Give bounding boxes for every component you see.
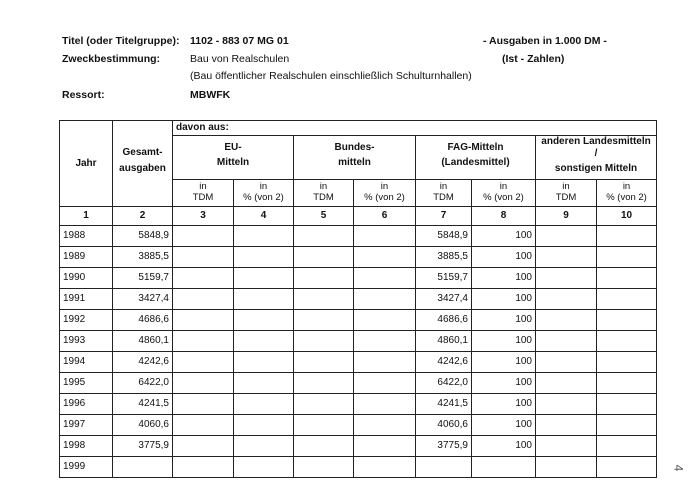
header-gesamt-line1: Gesamt- bbox=[122, 146, 163, 158]
header-andere-line1: anderen Landesmitteln / bbox=[541, 136, 651, 159]
colnum: 10 bbox=[597, 207, 657, 226]
table-row bbox=[60, 226, 657, 247]
andere-pct-cell bbox=[597, 289, 657, 310]
header-gesamt bbox=[113, 121, 173, 207]
fag-tdm-cell: 4241,5 bbox=[416, 394, 472, 415]
fag-tdm-cell: 4686,6 bbox=[416, 310, 472, 331]
ist-note: (Ist - Zahlen) bbox=[502, 53, 565, 65]
bund-tdm-cell bbox=[294, 436, 354, 457]
gesamt-cell: 4060,6 bbox=[113, 415, 173, 436]
andere-pct-cell bbox=[597, 436, 657, 457]
sub-in-pct bbox=[472, 180, 536, 207]
fag-tdm-cell: 4860,1 bbox=[416, 331, 472, 352]
sub-in: in bbox=[319, 181, 328, 193]
bund-pct-cell bbox=[354, 268, 416, 289]
sub-tdm: TDM bbox=[192, 192, 214, 203]
sub-in: in bbox=[439, 181, 448, 193]
header-bund bbox=[294, 136, 416, 180]
fag-tdm-cell: 4242,6 bbox=[416, 352, 472, 373]
andere-tdm-cell bbox=[536, 268, 597, 289]
sub-in: in bbox=[622, 181, 631, 193]
colnum: 1 bbox=[60, 207, 113, 226]
sub-in: in bbox=[380, 181, 389, 193]
andere-tdm-cell bbox=[536, 331, 597, 352]
fag-tdm-cell: 3427,4 bbox=[416, 289, 472, 310]
table-row bbox=[60, 268, 657, 289]
table-row bbox=[60, 373, 657, 394]
sub-in-tdm bbox=[416, 180, 472, 207]
year-cell: 1992 bbox=[60, 310, 113, 331]
year-cell: 1990 bbox=[60, 268, 113, 289]
eu-tdm-cell bbox=[173, 352, 234, 373]
header-davon: davon aus: bbox=[173, 121, 657, 136]
gesamt-cell: 4242,6 bbox=[113, 352, 173, 373]
year-cell: 1996 bbox=[60, 394, 113, 415]
ressort-label: Ressort: bbox=[62, 89, 105, 101]
eu-pct-cell bbox=[234, 415, 294, 436]
gesamt-cell: 5848,9 bbox=[113, 226, 173, 247]
eu-tdm-cell bbox=[173, 310, 234, 331]
eu-pct-cell bbox=[234, 226, 294, 247]
bund-tdm-cell bbox=[294, 247, 354, 268]
eu-tdm-cell bbox=[173, 289, 234, 310]
andere-pct-cell bbox=[597, 415, 657, 436]
gesamt-cell: 5159,7 bbox=[113, 268, 173, 289]
sub-pct: % (von 2) bbox=[483, 192, 524, 203]
andere-pct-cell bbox=[597, 373, 657, 394]
sub-in-pct bbox=[354, 180, 416, 207]
gesamt-cell: 6422,0 bbox=[113, 373, 173, 394]
andere-tdm-cell bbox=[536, 289, 597, 310]
gesamt-cell: 3427,4 bbox=[113, 289, 173, 310]
table-row bbox=[60, 394, 657, 415]
andere-tdm-cell bbox=[536, 352, 597, 373]
fag-pct-cell: 100 bbox=[472, 436, 536, 457]
eu-tdm-cell bbox=[173, 394, 234, 415]
zweck-detail: (Bau öffentlicher Realschulen einschließlich Schulturnhallen) bbox=[190, 70, 472, 82]
bund-pct-cell bbox=[354, 394, 416, 415]
eu-pct-cell bbox=[234, 394, 294, 415]
andere-tdm-cell bbox=[536, 310, 597, 331]
bund-tdm-cell bbox=[294, 394, 354, 415]
header-bund-line1: Bundes- bbox=[334, 141, 375, 153]
bund-tdm-cell bbox=[294, 415, 354, 436]
sub-in: in bbox=[199, 181, 207, 193]
colnum: 4 bbox=[234, 207, 294, 226]
gesamt-cell: 4241,5 bbox=[113, 394, 173, 415]
eu-pct-cell bbox=[234, 289, 294, 310]
andere-pct-cell bbox=[597, 331, 657, 352]
gesamt-cell: 3885,5 bbox=[113, 247, 173, 268]
bund-tdm-cell bbox=[294, 457, 354, 478]
colnum: 9 bbox=[536, 207, 597, 226]
year-cell: 1994 bbox=[60, 352, 113, 373]
header-eu-line2: Mitteln bbox=[216, 157, 250, 169]
bund-pct-cell bbox=[354, 352, 416, 373]
bund-pct-cell bbox=[354, 226, 416, 247]
sub-in-tdm bbox=[536, 180, 597, 207]
fag-tdm-cell: 3885,5 bbox=[416, 247, 472, 268]
bund-pct-cell bbox=[354, 436, 416, 457]
andere-tdm-cell bbox=[536, 373, 597, 394]
andere-pct-cell bbox=[597, 247, 657, 268]
eu-tdm-cell bbox=[173, 415, 234, 436]
table-row bbox=[60, 457, 657, 478]
fag-tdm-cell: 3775,9 bbox=[416, 436, 472, 457]
eu-tdm-cell bbox=[173, 373, 234, 394]
eu-pct-cell bbox=[234, 373, 294, 394]
eu-pct-cell bbox=[234, 310, 294, 331]
sub-tdm: TDM bbox=[555, 192, 577, 203]
eu-pct-cell bbox=[234, 331, 294, 352]
ressort-value: MBWFK bbox=[190, 89, 231, 101]
header-fag bbox=[416, 136, 536, 180]
table-body bbox=[60, 226, 657, 478]
table-row bbox=[60, 415, 657, 436]
bund-tdm-cell bbox=[294, 226, 354, 247]
eu-tdm-cell bbox=[173, 457, 234, 478]
fag-pct-cell: 100 bbox=[472, 415, 536, 436]
eu-tdm-cell bbox=[173, 268, 234, 289]
colnum: 5 bbox=[294, 207, 354, 226]
header-andere-line2: sonstigen Mitteln bbox=[554, 163, 638, 174]
andere-tdm-cell bbox=[536, 226, 597, 247]
andere-tdm-cell bbox=[536, 457, 597, 478]
andere-tdm-cell bbox=[536, 247, 597, 268]
colnum: 6 bbox=[354, 207, 416, 226]
sub-tdm: TDM bbox=[433, 192, 454, 203]
header-bund-line2: mitteln bbox=[338, 157, 371, 169]
eu-pct-cell bbox=[234, 457, 294, 478]
fag-pct-cell: 100 bbox=[472, 268, 536, 289]
andere-tdm-cell bbox=[536, 394, 597, 415]
gesamt-cell: 3775,9 bbox=[113, 436, 173, 457]
sub-pct: % (von 2) bbox=[606, 192, 647, 203]
andere-pct-cell bbox=[597, 352, 657, 373]
fag-pct-cell: 100 bbox=[472, 352, 536, 373]
eu-tdm-cell bbox=[173, 436, 234, 457]
year-cell: 1995 bbox=[60, 373, 113, 394]
sub-in-pct bbox=[234, 180, 294, 207]
titel-value: 1102 - 883 07 MG 01 bbox=[190, 35, 289, 47]
bund-pct-cell bbox=[354, 373, 416, 394]
andere-tdm-cell bbox=[536, 436, 597, 457]
sub-pct: % (von 2) bbox=[243, 192, 284, 203]
andere-pct-cell bbox=[597, 310, 657, 331]
fag-tdm-cell: 6422,0 bbox=[416, 373, 472, 394]
andere-pct-cell bbox=[597, 268, 657, 289]
year-cell: 1991 bbox=[60, 289, 113, 310]
year-cell: 1998 bbox=[60, 436, 113, 457]
bund-tdm-cell bbox=[294, 268, 354, 289]
ausgaben-table bbox=[59, 120, 657, 478]
fag-pct-cell: 100 bbox=[472, 310, 536, 331]
bund-tdm-cell bbox=[294, 352, 354, 373]
bund-pct-cell bbox=[354, 415, 416, 436]
gesamt-cell: 4860,1 bbox=[113, 331, 173, 352]
header-andere bbox=[536, 136, 657, 180]
bund-pct-cell bbox=[354, 247, 416, 268]
bund-tdm-cell bbox=[294, 331, 354, 352]
colnum: 7 bbox=[416, 207, 472, 226]
fag-pct-cell: 100 bbox=[472, 226, 536, 247]
bund-pct-cell bbox=[354, 310, 416, 331]
sub-tdm: TDM bbox=[313, 192, 334, 203]
year-cell: 1999 bbox=[60, 457, 113, 478]
eu-pct-cell bbox=[234, 268, 294, 289]
andere-tdm-cell bbox=[536, 415, 597, 436]
bund-pct-cell bbox=[354, 457, 416, 478]
eu-pct-cell bbox=[234, 352, 294, 373]
table-row bbox=[60, 352, 657, 373]
table-row bbox=[60, 331, 657, 352]
fag-tdm-cell: 5848,9 bbox=[416, 226, 472, 247]
table-row bbox=[60, 247, 657, 268]
fag-pct-cell: 100 bbox=[472, 373, 536, 394]
fag-tdm-cell: 4060,6 bbox=[416, 415, 472, 436]
header-jahr: Jahr bbox=[60, 121, 113, 207]
fag-pct-cell: 100 bbox=[472, 247, 536, 268]
header-fag-line2: (Landesmittel) bbox=[441, 157, 510, 169]
ausgaben-note: - Ausgaben in 1.000 DM - bbox=[483, 35, 607, 47]
bund-tdm-cell bbox=[294, 310, 354, 331]
sub-in: in bbox=[562, 181, 570, 193]
corner-mark: 4 bbox=[671, 464, 686, 472]
eu-pct-cell bbox=[234, 247, 294, 268]
year-cell: 1997 bbox=[60, 415, 113, 436]
zweck-value: Bau von Realschulen bbox=[190, 53, 290, 65]
andere-pct-cell bbox=[597, 457, 657, 478]
andere-pct-cell bbox=[597, 226, 657, 247]
header-fag-line1: FAG-Mitteln bbox=[447, 141, 504, 153]
year-cell: 1993 bbox=[60, 331, 113, 352]
fag-tdm-cell: 5159,7 bbox=[416, 268, 472, 289]
colnum: 2 bbox=[113, 207, 173, 226]
fag-pct-cell: 100 bbox=[472, 289, 536, 310]
table-row bbox=[60, 310, 657, 331]
zweck-label: Zweckbestimmung: bbox=[62, 53, 161, 65]
year-cell: 1989 bbox=[60, 247, 113, 268]
eu-tdm-cell bbox=[173, 226, 234, 247]
sub-in-tdm bbox=[173, 180, 234, 207]
sub-pct: % (von 2) bbox=[364, 192, 405, 203]
sub-in-tdm bbox=[294, 180, 354, 207]
header-gesamt-line2: ausgaben bbox=[119, 163, 166, 175]
eu-tdm-cell bbox=[173, 331, 234, 352]
sub-in: in bbox=[499, 181, 508, 193]
header-eu-line1: EU- bbox=[224, 141, 242, 153]
fag-pct-cell bbox=[472, 457, 536, 478]
titel-label: Titel (oder Titelgruppe): bbox=[62, 35, 180, 47]
sub-in-pct bbox=[597, 180, 657, 207]
bund-tdm-cell bbox=[294, 289, 354, 310]
table-row bbox=[60, 436, 657, 457]
fag-tdm-cell bbox=[416, 457, 472, 478]
year-cell: 1988 bbox=[60, 226, 113, 247]
bund-tdm-cell bbox=[294, 373, 354, 394]
bund-pct-cell bbox=[354, 331, 416, 352]
sub-in: in bbox=[259, 181, 268, 193]
header-eu bbox=[173, 136, 294, 180]
gesamt-cell: 4686,6 bbox=[113, 310, 173, 331]
eu-pct-cell bbox=[234, 436, 294, 457]
table-row bbox=[60, 289, 657, 310]
gesamt-cell bbox=[113, 457, 173, 478]
colnum: 3 bbox=[173, 207, 234, 226]
fag-pct-cell: 100 bbox=[472, 331, 536, 352]
colnum: 8 bbox=[472, 207, 536, 226]
bund-pct-cell bbox=[354, 289, 416, 310]
andere-pct-cell bbox=[597, 394, 657, 415]
fag-pct-cell: 100 bbox=[472, 394, 536, 415]
eu-tdm-cell bbox=[173, 247, 234, 268]
